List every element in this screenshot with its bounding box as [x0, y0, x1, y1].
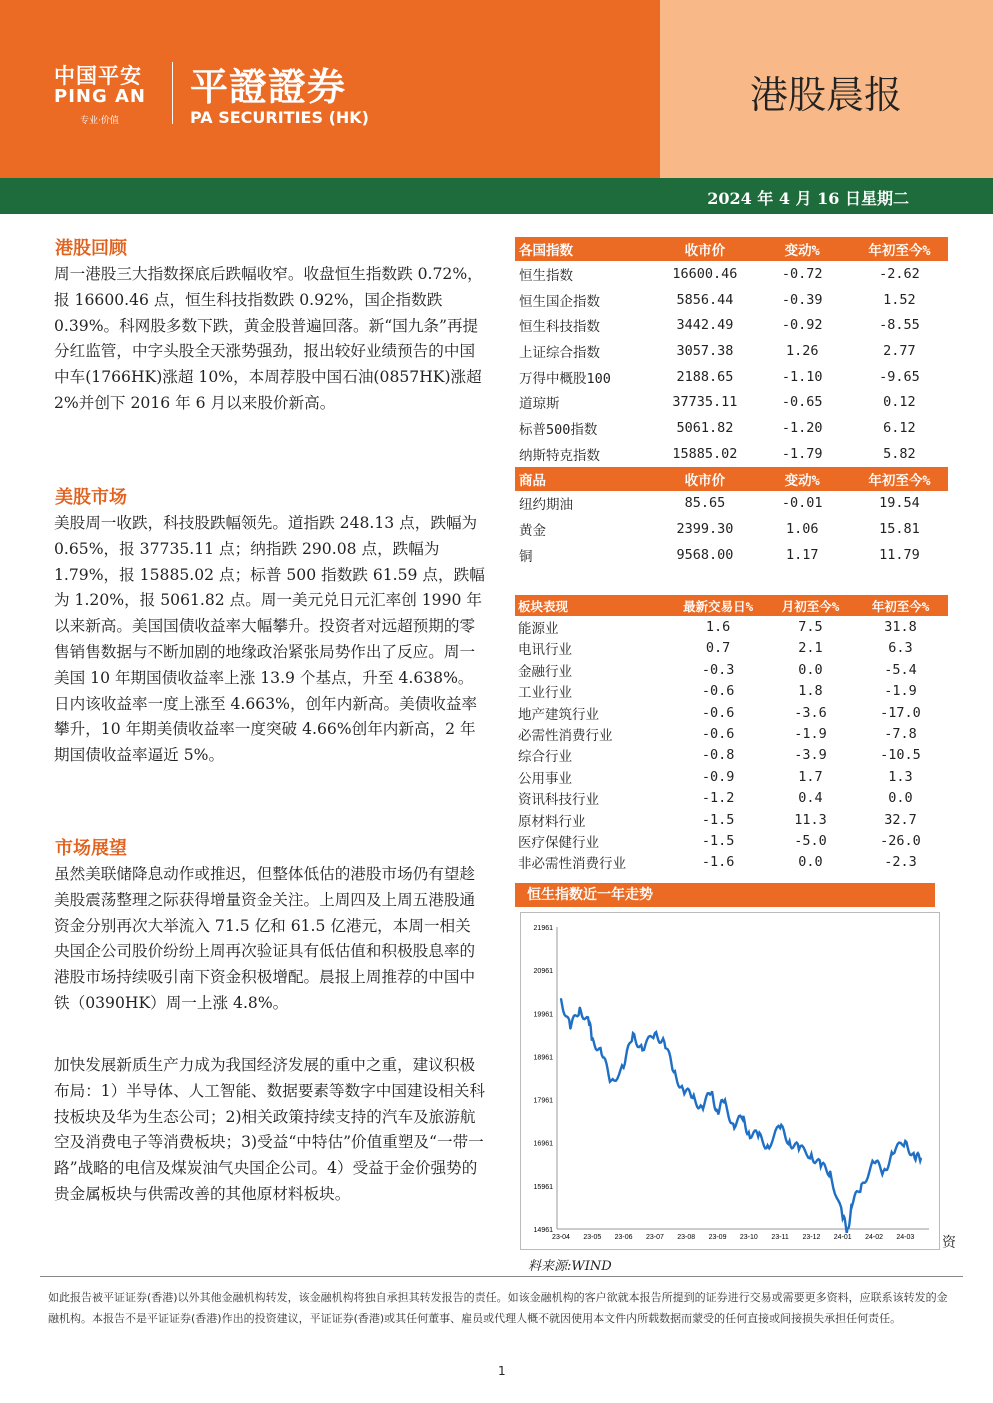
- hsi-data-point: [748, 1132, 750, 1134]
- row-label: 公用事业: [518, 770, 572, 787]
- header-cell: 各国指数: [515, 237, 656, 261]
- section-title-us-market: 美股市场: [55, 487, 127, 508]
- hsi-data-point: [710, 1093, 712, 1095]
- hsi-data-point: [717, 1110, 719, 1112]
- row-value: 31.8: [884, 619, 917, 636]
- row-label: 医疗保健行业: [518, 834, 599, 851]
- row-value: -0.39: [781, 291, 823, 308]
- y-tick-label: 21961: [533, 925, 553, 932]
- row-value: 6.3: [888, 640, 913, 657]
- hsi-data-point: [811, 1153, 813, 1155]
- hsi-data-point: [732, 1123, 734, 1125]
- hsi-data-point: [592, 1037, 594, 1039]
- row-label: 铜: [519, 548, 533, 565]
- pingan-logo-cn: 中国平安: [54, 64, 142, 88]
- hsi-data-point: [767, 1145, 769, 1147]
- row-value: -2.62: [879, 265, 920, 282]
- row-value: -7.8: [884, 726, 917, 743]
- pa-securities-logo-en: PA SECURITIES (HK): [190, 108, 369, 127]
- x-tick-label: 24-01: [833, 1234, 852, 1241]
- row-label: 黄金: [519, 523, 546, 540]
- row-value: 5.82: [883, 445, 916, 462]
- table-row: [515, 852, 948, 873]
- row-value: -0.3: [701, 661, 735, 678]
- pingan-logo-en: PING AN: [54, 86, 146, 107]
- hsi-data-point: [757, 1136, 759, 1138]
- row-value: 7.5: [798, 619, 823, 636]
- hsi-data-point: [692, 1097, 694, 1099]
- table-row: [515, 312, 948, 338]
- hsi-chart-svg: [521, 913, 939, 1249]
- table-row: [515, 638, 948, 659]
- row-value: 0.0: [888, 790, 913, 807]
- table-row: [515, 415, 948, 441]
- row-value: 1.7: [798, 768, 823, 785]
- sector-table-header: [515, 595, 948, 616]
- hsi-data-point: [588, 1024, 590, 1026]
- x-tick-label: 23-04: [552, 1234, 570, 1241]
- hsi-data-point: [701, 1106, 703, 1108]
- table-row: [515, 702, 948, 723]
- section-title-outlook: 市场展望: [55, 838, 127, 859]
- hsi-data-point: [914, 1157, 916, 1159]
- hsi-data-point: [570, 1028, 572, 1030]
- row-label: 资讯科技行业: [518, 792, 599, 809]
- x-tick-label: 23-09: [708, 1234, 727, 1241]
- table-row: [515, 616, 948, 637]
- row-value: 0.0: [798, 661, 823, 678]
- y-tick-label: 15961: [533, 1183, 553, 1191]
- table-row: [515, 338, 948, 364]
- row-value: -10.5: [880, 747, 921, 764]
- hsi-data-point: [779, 1127, 781, 1129]
- pingan-slogan: 专业·价值: [80, 116, 119, 126]
- row-value: -1.5: [701, 832, 735, 849]
- header-cell: 年初至今%: [851, 237, 948, 261]
- table-row: [515, 809, 948, 830]
- header-cell: 变动%: [754, 237, 851, 261]
- row-label: 纳斯特克指数: [519, 447, 600, 464]
- row-value: 19.54: [879, 495, 920, 512]
- row-value: 1.6: [705, 619, 731, 636]
- row-value: 6.12: [883, 419, 916, 436]
- section-title-hk-review: 港股回顾: [55, 238, 127, 259]
- table-row: [515, 364, 948, 390]
- row-value: 16600.46: [672, 265, 738, 282]
- table-row: [515, 287, 948, 313]
- header-cell: 板块表现: [515, 595, 668, 616]
- row-value: 11.3: [794, 811, 827, 828]
- hsi-data-point: [842, 1218, 844, 1220]
- logo-divider: [172, 62, 173, 124]
- row-value: -0.65: [781, 394, 823, 411]
- row-value: 1.52: [883, 291, 916, 308]
- row-label: 地产建筑行业: [518, 706, 599, 723]
- table-row: [515, 745, 948, 766]
- hsi-data-point: [560, 998, 562, 1000]
- x-tick-label: 23-12: [802, 1234, 821, 1241]
- row-value: -2.3: [884, 854, 917, 871]
- row-value: -5.4: [884, 661, 917, 678]
- hsi-data-point: [673, 1071, 675, 1073]
- row-value: -0.9: [701, 768, 735, 785]
- row-value: 2.77: [883, 342, 916, 359]
- x-tick-label: 24-03: [896, 1234, 915, 1241]
- hsi-series-line: [561, 999, 921, 1233]
- hsi-data-point: [601, 1054, 603, 1056]
- row-value: 85.65: [684, 495, 726, 512]
- hsi-data-point: [861, 1183, 863, 1185]
- row-value: -1.9: [794, 726, 827, 743]
- row-label: 工业行业: [518, 685, 572, 702]
- row-value: -0.72: [781, 265, 823, 282]
- y-tick-label: 16961: [533, 1140, 553, 1148]
- row-label: 恒生指数: [519, 267, 573, 284]
- row-value: 2399.30: [676, 521, 734, 538]
- row-value: -0.6: [701, 683, 735, 700]
- row-label: 能源业: [518, 621, 559, 638]
- table-row: [515, 491, 948, 517]
- hsi-data-point: [883, 1170, 885, 1172]
- row-value: -9.65: [879, 368, 920, 385]
- row-label: 标普500指数: [519, 421, 598, 438]
- row-value: 1.3: [888, 768, 913, 785]
- index-table-header: [515, 237, 948, 261]
- hsi-data-point: [829, 1170, 831, 1172]
- row-value: -1.6: [701, 854, 735, 871]
- hk-review-paragraph: 周一港股三大指数探底后跌幅收窄。收盘恒生指数跌 0.72%，报 16600.46 点，恒生科技指数跌 0.92%，国企指数跌 0.39%。科网股多数下跌，黄金股普遍回落。新“国九条”再提分红监管，中字头股全天涨势强劲，报出较好业绩预告的中国中车(1766HK)涨超 10%，本周荐股中国石油(0857HK)涨超 2%并创下 2016 年 6 月以来股价新高。: [54, 265, 483, 412]
- row-label: 纽约期油: [519, 497, 573, 514]
- table-row: [515, 542, 948, 568]
- row-value: -1.2: [701, 790, 735, 807]
- chart-header: 恒生指数近一年走势: [515, 883, 935, 907]
- footer-divider: [40, 1276, 963, 1277]
- row-value: 0.4: [798, 790, 823, 807]
- row-label: 必需性消费行业: [518, 728, 613, 745]
- hsi-data-point: [623, 1067, 625, 1069]
- report-date: 2024 年 4 月 16 日星期二: [707, 189, 909, 208]
- table-row: [515, 788, 948, 809]
- row-label: 恒生科技指数: [519, 319, 600, 336]
- table-row: [515, 441, 948, 467]
- row-value: -3.6: [794, 704, 827, 721]
- hsi-chart: [520, 912, 940, 1250]
- row-value: 32.7: [884, 811, 917, 828]
- hsi-data-point: [723, 1101, 725, 1103]
- table-row: [515, 659, 948, 680]
- index-table: [515, 237, 948, 568]
- hsi-data-point: [920, 1157, 922, 1159]
- report-title: 港股晨报: [750, 73, 903, 117]
- table-row: [515, 723, 948, 744]
- hsi-data-point: [873, 1162, 875, 1164]
- x-tick-label: 24-02: [865, 1234, 883, 1241]
- row-value: 11.79: [879, 546, 920, 563]
- outlook-paragraph-2: 加快发展新质生产力成为我国经济发展的重中之重，建议积极布局：1）半导体、人工智能、数据要素等数字中国建设相关科技板块及华为生态公司；2)相关政策持续支持的汽车及旅游航空及消费电子等消费板块；3)受益“中特估”价值重塑及“一带一路”战略的电信及煤炭油气央国企公司。4）受益于金价强势的贵金属板块与供需改善的其他原材料板块。: [54, 1056, 485, 1203]
- row-value: -0.6: [701, 726, 735, 743]
- hsi-data-point: [742, 1119, 744, 1121]
- hsi-data-point: [892, 1153, 894, 1155]
- row-value: 5856.44: [676, 291, 734, 308]
- hsi-data-point: [798, 1149, 800, 1151]
- row-value: 2188.65: [676, 368, 734, 385]
- header-cell: 收市价: [656, 237, 754, 261]
- footer-disclaimer: 如此报告被平证证券(香港)以外其他金融机构转发，该金融机构将独自承担其转发报告的责任。如该金融机构的客户欲就本报告所提到的证券进行交易或需要更多资料，应联系该转发的金融机构。本报告不是平证证券(香港)作出的投资建议，平证证券(香港)或其任何董事、雇员或代理人概不就因使用本文件内所载数据而蒙受的任何直接或间接损失承担任何责任。: [48, 1291, 948, 1325]
- x-tick-label: 23-10: [739, 1234, 758, 1241]
- header-cell: 收市价: [656, 467, 754, 491]
- x-tick-label: 23-06: [614, 1234, 633, 1241]
- row-label: 上证综合指数: [519, 344, 600, 361]
- row-value: 0.12: [883, 394, 916, 411]
- table-row: [515, 516, 948, 542]
- y-tick-label: 17961: [533, 1097, 553, 1105]
- hsi-data-point: [789, 1140, 791, 1142]
- row-value: 3442.49: [676, 317, 734, 334]
- row-label: 原材料行业: [518, 813, 586, 830]
- hsi-data-point: [664, 1041, 666, 1043]
- x-tick-label: 23-11: [771, 1234, 789, 1241]
- chart-source: 料来源:WIND: [528, 1259, 612, 1274]
- page-number: 1: [498, 1364, 506, 1378]
- y-tick-label: 14961: [533, 1227, 553, 1234]
- row-label: 万得中概股100: [519, 370, 611, 387]
- hsi-data-point: [905, 1140, 907, 1142]
- row-label: 恒生国企指数: [519, 293, 600, 310]
- row-value: -0.8: [701, 747, 735, 764]
- y-tick-label: 19961: [533, 1011, 553, 1019]
- row-value: 15885.02: [672, 445, 738, 462]
- hsi-data-point: [632, 1032, 634, 1034]
- hsi-data-point: [642, 1050, 644, 1052]
- header-cell: 商品: [515, 467, 656, 491]
- row-value: -1.9: [884, 683, 917, 700]
- us-market-paragraph: 美股周一收跌，科技股跌幅领先。道指跌 248.13 点，跌幅为 0.65%，报 37735.11 点；纳指跌 290.08 点，跌幅为 1.79%，报 15885.02 点；标普 500 指数跌 61.59 点，跌幅为 1.20%，报 5061.82 点。周一美元兑日元汇率创 1990 年以来新高。美国国债收益率大幅攀升。投资者对远超预期的零售销售数据与不断加剧的地缘政治紧张局势作出了反应。周一美国 10 年期国债收益率上涨 13.9 个基点，升至 4.638%。日内该收益率一度上涨至 4.663%，创年内新高。美债收益率攀升，10 年期美债收益率一度突破 4.66%创年内新高，2 年期国债收益率逼近 5%。: [54, 514, 485, 765]
- row-value: 0.7: [705, 640, 731, 657]
- row-value: -3.9: [794, 747, 827, 764]
- row-value: 0.0: [798, 854, 823, 871]
- row-value: -1.20: [781, 419, 823, 436]
- row-value: 5061.82: [676, 419, 734, 436]
- y-tick-label: 20961: [533, 968, 553, 976]
- row-value: -26.0: [880, 832, 921, 849]
- row-value: -0.01: [781, 495, 823, 512]
- row-value: -0.92: [781, 317, 823, 334]
- row-label: 综合行业: [518, 749, 572, 766]
- row-value: 9568.00: [676, 546, 734, 563]
- hsi-data-point: [610, 1080, 612, 1082]
- table-row: [515, 830, 948, 851]
- table-row: [515, 766, 948, 787]
- row-value: 15.81: [879, 521, 920, 538]
- hsi-data-point: [654, 1032, 656, 1034]
- hsi-data-point: [820, 1166, 822, 1168]
- hsi-data-point: [851, 1205, 853, 1207]
- row-value: -1.5: [701, 811, 735, 828]
- table-row: [515, 389, 948, 415]
- hsi-data-point: [847, 1228, 849, 1230]
- row-value: 37735.11: [672, 394, 738, 411]
- row-value: -1.10: [781, 368, 823, 385]
- row-value: 2.1: [798, 640, 823, 657]
- chart-side-text: 资: [942, 1235, 956, 1251]
- commodity-table-header: [515, 467, 948, 491]
- x-tick-label: 23-08: [677, 1234, 696, 1241]
- row-label: 电讯行业: [518, 642, 572, 659]
- header-cell: 最新交易日%: [668, 595, 768, 616]
- row-label: 非必需性消费行业: [518, 856, 626, 873]
- row-value: -0.6: [701, 704, 735, 721]
- outlook-paragraph-1: 虽然美联储降息动作或推迟，但整体低估的港股市场仍有望趁美股震荡整理之际获得增量资金关注。上周四及上周五港股通资金分别再次大举流入 71.5 亿和 61.5 亿港元，本周一相关央国企公司股价纷纷上周再次验证具有低估值和积极股息率的港股市场持续吸引南下资金积极增配。晨报上周推荐的中国中铁（0390HK）周一上涨 4.8%。: [54, 865, 476, 1012]
- x-tick-label: 23-05: [583, 1234, 602, 1241]
- hsi-data-point: [579, 1006, 581, 1008]
- pa-securities-logo-cn: 平證證券: [190, 65, 347, 109]
- header-cell: 变动%: [754, 467, 851, 491]
- row-value: 1.06: [785, 521, 819, 538]
- table-row: [515, 261, 948, 287]
- row-value: -1.79: [781, 445, 823, 462]
- hsi-data-point: [682, 1088, 684, 1090]
- header-cell: 年初至今%: [853, 595, 948, 616]
- row-label: 金融行业: [518, 663, 572, 680]
- row-value: -17.0: [880, 704, 921, 721]
- row-label: 道琼斯: [519, 396, 560, 413]
- header-cell: 年初至今%: [851, 467, 948, 491]
- table-row: [515, 681, 948, 702]
- header-cell: 月初至今%: [768, 595, 853, 616]
- row-value: 3057.38: [676, 342, 734, 359]
- row-value: 1.26: [785, 342, 819, 359]
- row-value: -5.0: [794, 832, 827, 849]
- row-value: 1.17: [785, 546, 819, 563]
- row-value: -8.55: [879, 317, 920, 334]
- sector-table: [515, 595, 948, 873]
- row-value: 1.8: [798, 683, 823, 700]
- x-tick-label: 23-07: [645, 1234, 664, 1241]
- y-tick-label: 18961: [533, 1054, 553, 1062]
